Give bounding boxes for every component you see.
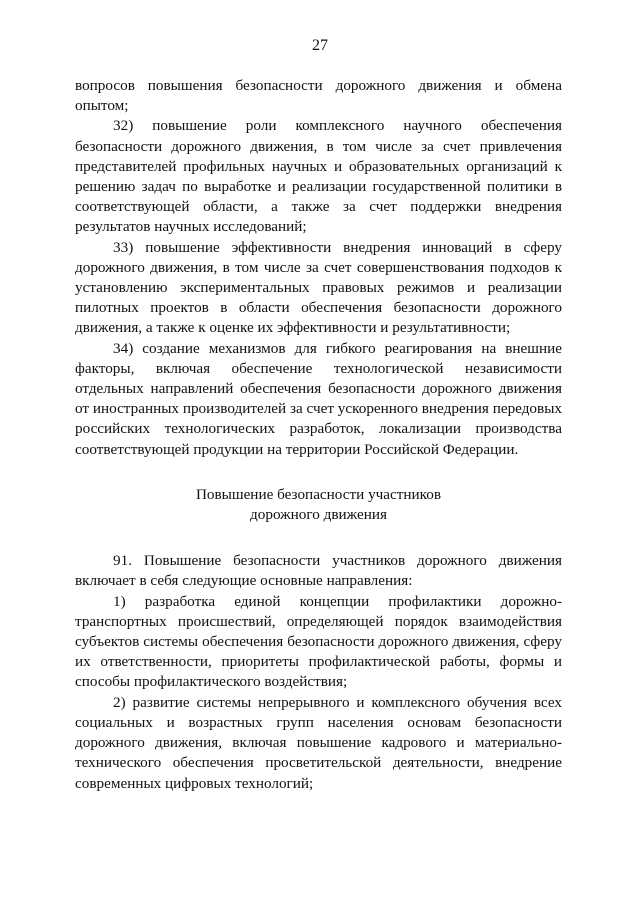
section-gap [75,525,562,551]
paragraph-item-34: 34) создание механизмов для гибкого реагирования на внешние факторы, включая обеспечение технологической независимости отдельных направлений обеспечения безопасности дорожного движения от иностранных производителей за счет ускоренного внедрения передовых российских технологических разработок, локализации производства соответствующей продукции на территории Российской Федерации. [75,339,562,458]
paragraph-item-32: 32) повышение роли комплексного научного обеспечения безопасности дорожного движения, в том числе за счет привлечения представителей профильных научных и образовательных организаций к решению задач по выработке и реализации государственной политики в соответствующей области, а также за счет поддержки внедрения результатов научных исследований; [75,117,562,236]
document-body [75,76,562,794]
page-number: 27 [312,37,328,54]
section-heading [75,485,562,525]
paragraph-continuation: вопросов повышения безопасности дорожного движения и обмена опытом; [75,77,562,115]
paragraph-item-1: 1) разработка единой концепции профилактики дорожно-транспортных происшествий, определяющей порядок взаимодействия субъектов системы обеспечения безопасности дорожного движения, сферу их ответственности, приоритеты профилактической работы, формы и способы профилактического воздействия; [75,592,562,691]
paragraph-item-2: 2) развитие системы непрерывного и комплексного обучения всех социальных и возрастных групп населения основам безопасности дорожного движения, включая повышение кадрового и материально-технического обеспечения просветительской деятельности, внедрение современных цифровых технологий; [75,693,562,792]
paragraph-item-33: 33) повышение эффективности внедрения инноваций в сферу дорожного движения, в том числе за счет совершенствования подходов к установлению экспериментальных правовых режимов и реализации пилотных проектов в области обеспечения безопасности дорожного движения, а также к оценке их эффективности и результативности; [75,238,562,337]
section-heading-line-1: Повышение безопасности участников [195,485,442,503]
section-heading-line-2: дорожного движения [250,506,387,524]
paragraph-91: 91. Повышение безопасности участников дорожного движения включает в себя следующие основные направления: [75,552,562,590]
